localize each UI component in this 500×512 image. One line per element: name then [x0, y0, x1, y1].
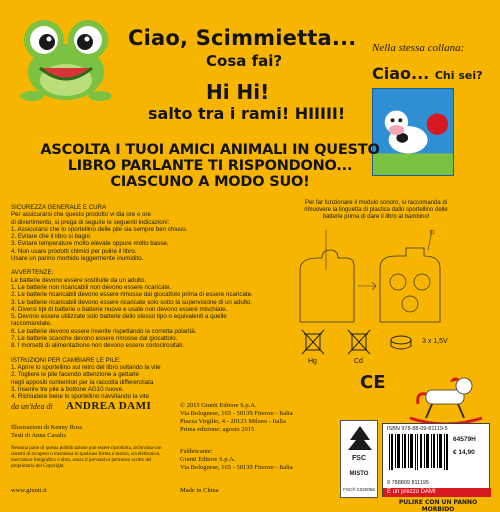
- author-name: ANDREA DAMI: [66, 400, 152, 412]
- title-main: Ciao, Scimmietta...: [128, 26, 357, 50]
- publisher-info: [180, 402, 330, 434]
- warnings-heading: AVVERTENZE:: [11, 269, 54, 277]
- barcode-digits: 9 788809 811195: [387, 480, 430, 486]
- series-title-main: Ciao...: [372, 64, 430, 83]
- safety-line: 4. Non usare prodotti chimici per pulire il libro.: [11, 247, 137, 255]
- publisher-line: Piazza Virgilio, 4 - 20123 Milano - Italia: [180, 418, 286, 425]
- hg-label: Hg: [308, 358, 317, 365]
- author-prefix: da un'idea di: [11, 402, 53, 411]
- safety-line: Usare un panno morbido leggermente inumidito.: [11, 255, 144, 263]
- publisher-line: Via Bolognese, 165 - 50139 Firenze - Italia: [180, 410, 293, 417]
- credits: [11, 424, 82, 440]
- barcode-box: [382, 423, 490, 497]
- frog-illustration: [18, 12, 114, 104]
- button-battery-icon: [390, 334, 412, 352]
- crossed-bin-cd-icon: [346, 328, 372, 358]
- barcode-image: [387, 434, 449, 478]
- isbn: ISBN 978-88-09-81119-5: [387, 426, 448, 432]
- fsc-text: FSC: [352, 455, 366, 462]
- warnings-line: 4. Diversi tipi di batterie o batterie nuove e usate non devono essere mischiate.: [11, 305, 228, 313]
- fsc-code: FSC® C020056: [343, 487, 375, 492]
- publisher-line: © 2015 Giunti Editore S.p.A.: [180, 402, 257, 409]
- credits-illustrations: Illustrazioni di Kenny Ross: [11, 424, 83, 431]
- rights-notice: Nessuna parte di questa pubblicazione può essere riprodotta, archiviata con sistemi di recupero o trasmessa in qualsiasi forma o mezzo, sia elettronico, meccanico fotografico o altro, senza il preventivo permesso scritto del proprietario del Copyright.: [11, 446, 162, 469]
- manufacturer-line: Giunti Editore S.p.A.: [180, 456, 236, 463]
- warnings-line: 1. Le batterie non ricaricabili non devono essere ricaricate.: [11, 283, 172, 291]
- safety-line: 2. Evitare che il libro si bagni.: [11, 233, 92, 241]
- warnings-line: 8. I morsetti di alimentazione non devono essere cortocircuitati.: [11, 342, 184, 350]
- title-question: Cosa fai?: [206, 52, 283, 70]
- warnings-line: 3. Le batterie ricaricabili devono essere ricaricate solo sotto la supervisione di un adulto.: [11, 298, 253, 306]
- warnings-line: 7. Le batterie scariche devono essere rimosse dal giocattolo.: [11, 335, 178, 343]
- publisher-line: Prima edizione: agosto 2015: [180, 426, 255, 433]
- instructions-line: 3. Inserire tre pile a bottone AG10 nuove.: [11, 385, 124, 393]
- fsc-mix: MISTO: [349, 471, 369, 477]
- series-label: Nella stessa collana:: [372, 42, 465, 54]
- safety-line: Per assicurarsi che questo prodotto vi dia ore e ore: [11, 211, 151, 219]
- warnings-line: Le batterie devono essere sostituite da un adulto.: [11, 276, 147, 284]
- credits-texts: Testi di Anna Casalis: [11, 432, 66, 439]
- series-book-cover: [372, 88, 454, 176]
- info-column: [11, 204, 261, 400]
- instructions-line: 1. Aprire lo sportellino sul retro del libro svitando la vite: [11, 363, 161, 371]
- safety-line: 1. Assicurarsi che lo sportellino delle pile sia sempre ben chiuso.: [11, 225, 188, 233]
- instructions-line: 2. Togliere le pile facendo attenzione a gettarle: [11, 371, 139, 379]
- headline: ASCOLTA I TUOI AMICI ANIMALI IN QUESTO LIBRO PARLANTE TI RISPONDONO... CIASCUNO A MODO SUO!: [40, 142, 380, 190]
- series-title-suffix: Chi sei?: [434, 69, 483, 82]
- fsc-label: [340, 420, 378, 498]
- safety-heading: SICUREZZA GENERALE E CURA: [11, 204, 107, 211]
- warnings-line: 6. Le batterie devono essere inserite rispettando la corretta polarità.: [11, 327, 197, 335]
- price-label: È un prezzo DAMI: [383, 488, 491, 497]
- battery-spec: 3 x 1,5V: [422, 338, 448, 345]
- cd-label: Cd: [354, 358, 363, 365]
- fsc-tree-icon: [342, 424, 378, 454]
- title-hi: Hi Hi!: [206, 80, 270, 104]
- ce-mark: CE: [360, 372, 386, 393]
- instructions-line: negli appositi contenitori per la raccolta differenziata: [11, 378, 154, 386]
- warnings-line: 2. Le batterie ricaricabili devono essere rimosse dal giocattolo prima di essere ricaricate.: [11, 291, 253, 299]
- title-jump: salto tra i rami! HIIIII!: [148, 104, 346, 123]
- safety-line: 3. Evitare temperature molto elevate oppure molto basse.: [11, 240, 169, 248]
- instructions-line: 4. Richiudere bene lo sportellino riavvitando la vite: [11, 393, 149, 401]
- manufacturer-line: Fabbricante:: [180, 448, 213, 455]
- battery-note: Per far funzionare il modulo sonoro, si raccomanda di rimuovere la linguetta di plastica dallo sportellino delle batterie prima di dare il libro al bambino!: [304, 200, 448, 220]
- rocking-horse-logo: [404, 370, 488, 426]
- website: www.giunti.it: [11, 487, 47, 494]
- crossed-bin-hg-icon: [300, 328, 326, 358]
- manufacturer-info: [180, 448, 350, 472]
- series-title: [372, 64, 483, 83]
- manufacturer-line: Via Bolognese, 165 - 50139 Firenze - Italia: [180, 464, 293, 471]
- instructions-heading: ISTRUZIONI PER CAMBIARE LE PILE:: [11, 356, 121, 364]
- code-value: 64579H: [453, 436, 476, 443]
- wipe-instruction: PULIRE CON UN PANNO MORBIDO: [398, 499, 478, 512]
- warnings-line: 5. Devono essere utilizzate solo batterie dello stesso tipo o equivalenti a quelle raccomandate.: [11, 313, 227, 328]
- safety-line: di divertimento, si prega di seguire le seguenti indicazioni:: [11, 218, 170, 226]
- price-value: € 14,90: [453, 449, 475, 456]
- made-in: Made in China: [180, 487, 219, 494]
